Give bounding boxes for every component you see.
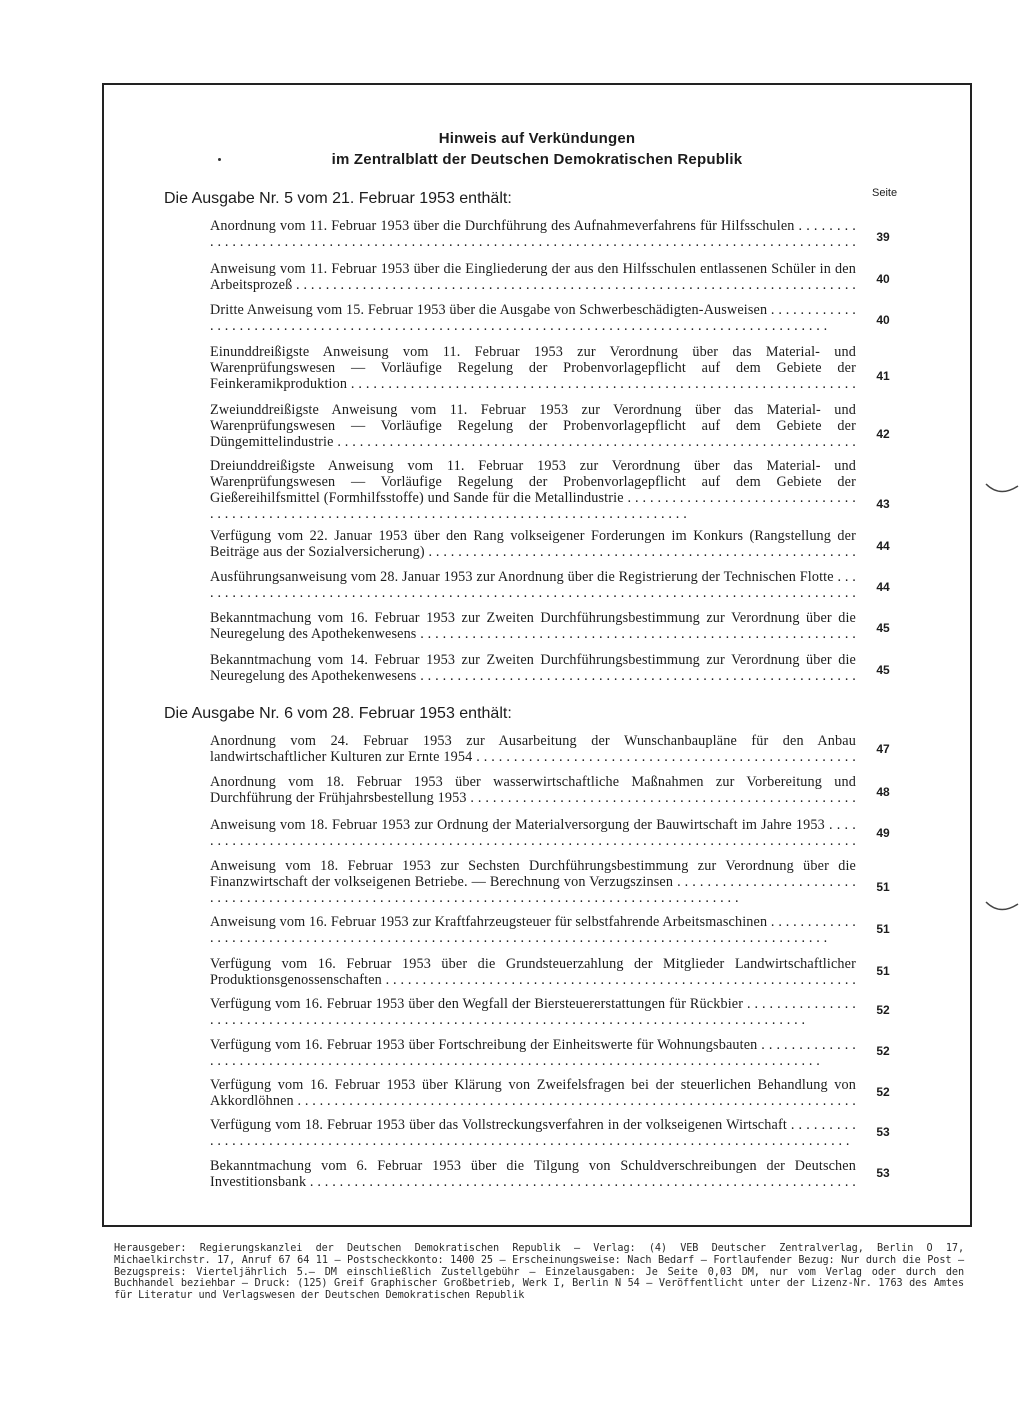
page-number: 41 [876, 369, 890, 383]
entry: Verfügung vom 18. Februar 1953 über das Vollstreckungsverfahren in der volkseigenen Wirtschaft . . . [210, 1117, 856, 1149]
entry: Einunddreißigste Anweisung vom 11. Februar 1953 zur Verordnung über das Material- und Warenprüfungswesen — Vorläufige Regelung der Probenvorlagepflicht auf dem Gebiete der Feinkeramikproduktion . . . [210, 344, 856, 392]
entry: Verfügung vom 16. Februar 1953 über Klärung von Zweifelsfragen bei der steuerlichen Behandlung von Akkordlöhnen . . . [210, 1077, 856, 1109]
publisher-imprint: Herausgeber: Regierungskanzlei der Deutschen Demokratischen Republik — Verlag: (4) VEB Deutscher Zentralverlag, Berlin O 17, Michaelkirchstr. 17, Anruf 67 64 11 — Postscheckkonto: 1400 25 — Erscheinungsweise: Nach Bedarf — Fortlaufender Bezug: Nur durch die Post — Bezugspreis: Vierteljährlich 5.— DM einschließlich Zustellgebühr — Einzelausgaben: Je Seite 0,03 DM, nur vom Verlag oder durch den Buchhandel beziehbar — Druck: (125) Greif Graphischer Großbetrieb, Werk I, Berlin N 54 — Veröffentlicht unter der Lizenz-Nr. 1763 des Amtes für Literatur und Verlagswesen der Deutschen Demokratischen Republik [114, 1243, 964, 1302]
entry: Dreiunddreißigste Anweisung vom 11. Februar 1953 zur Verordnung über das Material- und Warenprüfungswesen — Vorläufige Regelung der Probenvorlagepflicht auf dem Gebiete der Gießereihilfsmittel (Formhilfsstoffe) und Sande für die Metallindustrie . . . [210, 458, 856, 522]
entry: Anweisung vom 18. Februar 1953 zur Ordnung der Materialversorgung der Bauwirtschaft im Jahre 1953 . . . [210, 817, 856, 849]
page-number: 52 [876, 1044, 890, 1058]
page-number: 48 [876, 785, 890, 799]
margin-mark [982, 896, 1022, 916]
entry: Bekanntmachung vom 16. Februar 1953 zur Zweiten Durchführungsbestimmung zur Verordnung über die Neuregelung des Apothekenwesens . . . [210, 610, 856, 642]
speck [218, 158, 221, 161]
entry: Verfügung vom 16. Februar 1953 über den Wegfall der Biersteuererstattungen für Rückbier . . . [210, 996, 856, 1028]
entry: Anordnung vom 11. Februar 1953 über die Durchführung des Aufnahmeverfahrens für Hilfsschulen . . . [210, 218, 856, 250]
issue-heading-nr6: Die Ausgabe Nr. 6 vom 28. Februar 1953 enthält: [164, 705, 512, 722]
page-number: 47 [876, 742, 890, 756]
page-number: 40 [876, 313, 890, 327]
issue-heading-nr5: Die Ausgabe Nr. 5 vom 21. Februar 1953 enthält: [164, 190, 512, 207]
page-number: 49 [876, 826, 890, 840]
margin-mark [982, 478, 1022, 498]
entry: Verfügung vom 22. Januar 1953 über den Rang volkseigener Forderungen im Konkurs (Rangstellung der Beiträge aus der Sozialversicherung) . . . [210, 528, 856, 560]
page-number: 44 [876, 580, 890, 594]
page-column-label: Seite [872, 187, 898, 199]
heading-line-1: Hinweis auf Verkündungen [438, 130, 636, 147]
entry: Verfügung vom 16. Februar 1953 über die Grundsteuerzahlung der Mitglieder Landwirtschaftlicher Produktionsgenossenschaften . . . [210, 956, 856, 988]
page-number: 40 [876, 272, 890, 286]
entry: Verfügung vom 16. Februar 1953 über Fortschreibung der Einheitswerte für Wohnungsbauten . . . [210, 1037, 856, 1069]
page-number: 39 [876, 230, 890, 244]
entry: Anordnung vom 24. Februar 1953 zur Ausarbeitung der Wunschanbaupläne für den Anbau landwirtschaftlicher Kulturen zur Ernte 1954 . . . [210, 733, 856, 765]
entry: Ausführungsanweisung vom 28. Januar 1953 zur Anordnung über die Registrierung der Technischen Flotte . . . [210, 569, 856, 601]
entry: Zweiunddreißigste Anweisung vom 11. Februar 1953 zur Verordnung über das Material- und Warenprüfungswesen — Vorläufige Regelung der Probenvorlagepflicht auf dem Gebiete der Düngemittelindustrie . . . [210, 402, 856, 450]
entry: Bekanntmachung vom 6. Februar 1953 über die Tilgung von Schuldverschreibungen der Deutschen Investitionsbank . . . [210, 1158, 856, 1190]
page-number: 51 [876, 880, 890, 894]
page-number: 53 [876, 1125, 890, 1139]
page-number: 45 [876, 663, 890, 677]
heading-line-2: im Zentralblatt der Deutschen Demokratischen Republik [331, 151, 743, 168]
page-number: 52 [876, 1085, 890, 1099]
page-number: 43 [876, 497, 890, 511]
entry: Dritte Anweisung vom 15. Februar 1953 über die Ausgabe von Schwerbeschädigten-Ausweisen . . . [210, 302, 856, 334]
entry: Anweisung vom 11. Februar 1953 über die Eingliederung der aus den Hilfsschulen entlassenen Schüler in den Arbeitsprozeß . . . [210, 261, 856, 293]
entry: Bekanntmachung vom 14. Februar 1953 zur Zweiten Durchführungsbestimmung zur Verordnung über die Neuregelung des Apothekenwesens . . . [210, 652, 856, 684]
page-number: 53 [876, 1166, 890, 1180]
entry: Anordnung vom 18. Februar 1953 über wasserwirtschaftliche Maßnahmen zur Vorbereitung und Durchführung der Frühjahrsbestellung 1953 . . . [210, 774, 856, 806]
page-number: 52 [876, 1003, 890, 1017]
page-number: 51 [876, 964, 890, 978]
entry: Anweisung vom 18. Februar 1953 zur Sechsten Durchführungsbestimmung zur Verordnung über die Finanzwirtschaft der volkseigenen Betriebe. — Berechnung von Verzugszinsen . . . [210, 858, 856, 906]
page-number: 51 [876, 922, 890, 936]
page-number: 44 [876, 539, 890, 553]
page-number: 45 [876, 621, 890, 635]
page-number: 42 [876, 427, 890, 441]
entry: Anweisung vom 16. Februar 1953 zur Kraftfahrzeugsteuer für selbstfahrende Arbeitsmaschinen . . . [210, 914, 856, 946]
